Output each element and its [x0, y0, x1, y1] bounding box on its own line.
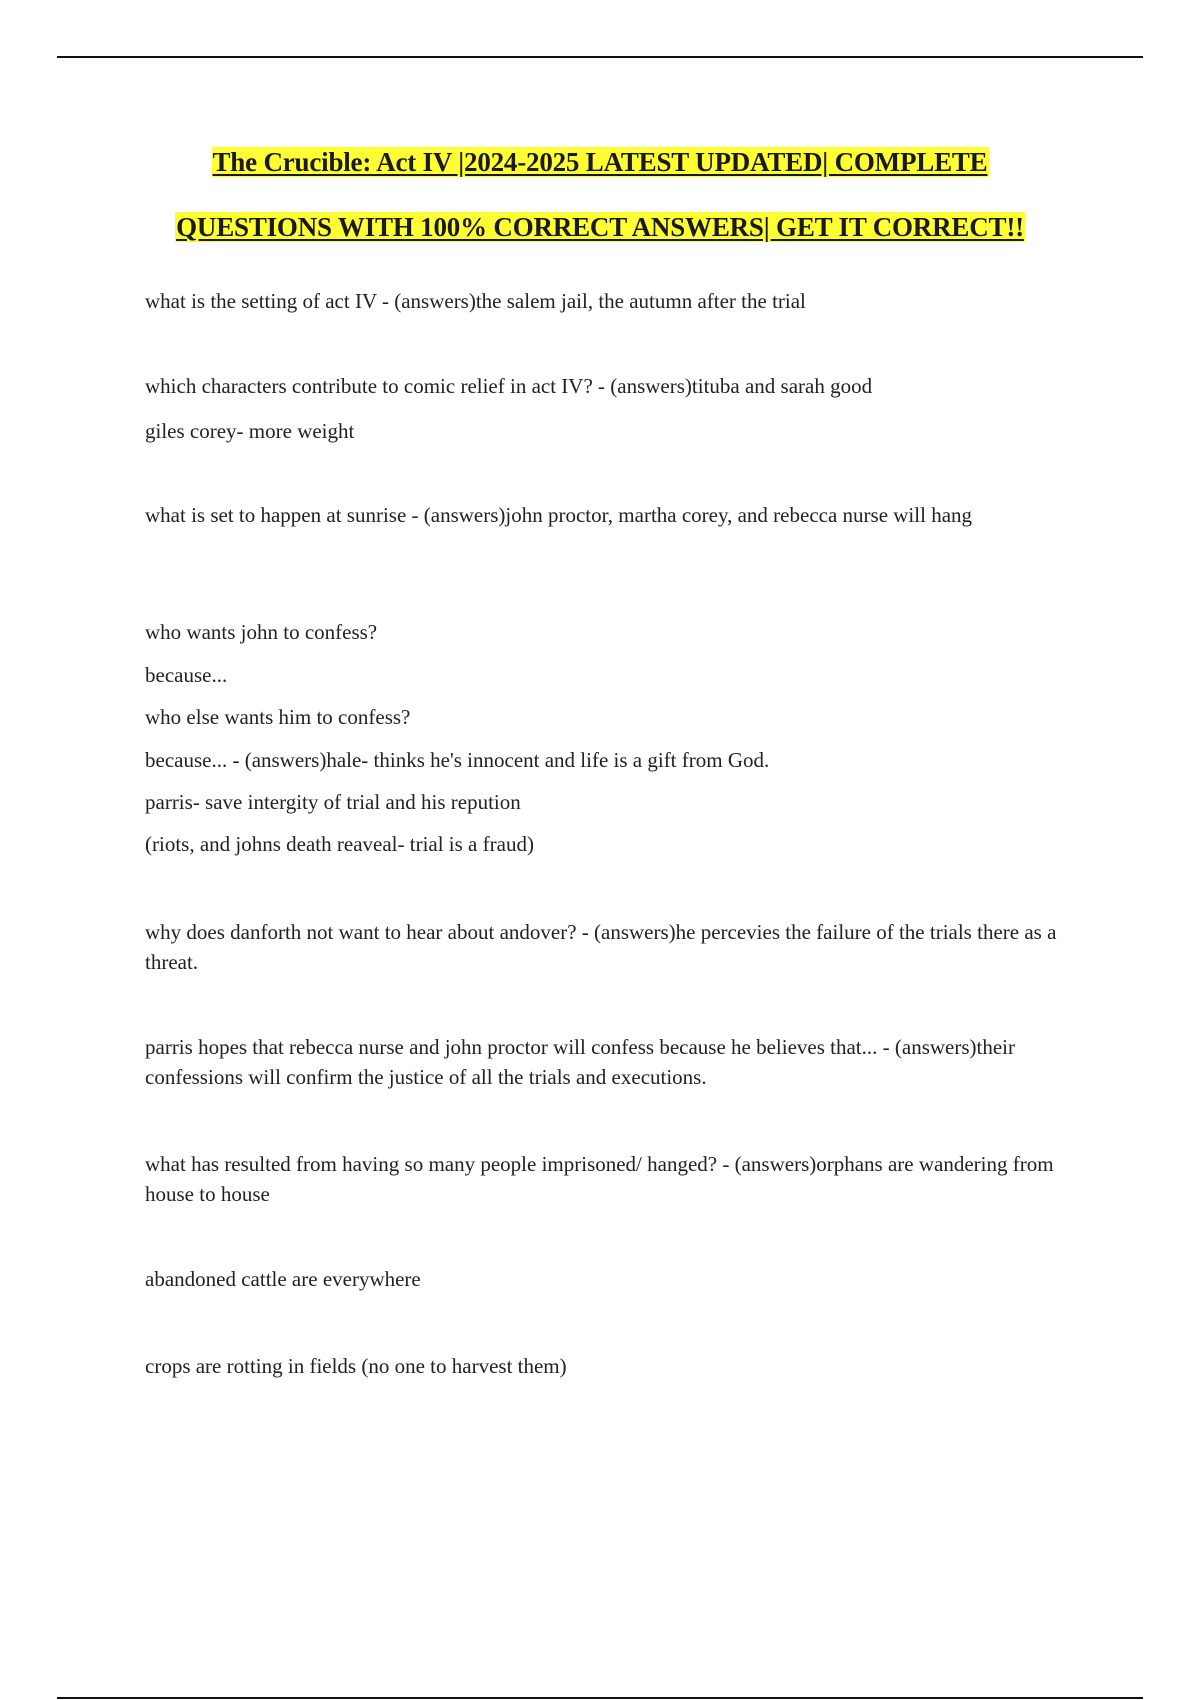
- paragraph: what is set to happen at sunrise - (answers)john proctor, martha corey, and rebecca nurse will hang: [145, 503, 973, 527]
- paragraph: which characters contribute to comic relief in act IV? - (answers)tituba and sarah good: [145, 374, 873, 398]
- paragraph: (riots, and johns death reaveal- trial is a fraud): [145, 832, 534, 856]
- paragraph: giles corey- more weight: [145, 419, 355, 443]
- paragraph: why does danforth not want to hear about andover? - (answers)he percevies the failure of the trials there as a threat.: [145, 920, 1057, 974]
- title-line-1-text: The Crucible: Act IV |2024-2025 LATEST UPDATED| COMPLETE: [212, 147, 988, 177]
- paragraph: abandoned cattle are everywhere: [145, 1267, 421, 1291]
- title-line-1: [0, 140, 1200, 184]
- title-line-2: [0, 205, 1200, 249]
- paragraph: what is the setting of act IV - (answers)the salem jail, the autumn after the trial: [145, 289, 806, 313]
- paragraph: because... - (answers)hale- thinks he's innocent and life is a gift from God.: [145, 748, 770, 772]
- bottom-divider: [57, 1697, 1143, 1699]
- paragraph: who wants john to confess?: [145, 620, 378, 644]
- paragraph: who else wants him to confess?: [145, 705, 411, 729]
- paragraph: what has resulted from having so many people imprisoned/ hanged? - (answers)orphans are wandering from house to house: [145, 1152, 1054, 1206]
- paragraph: parris hopes that rebecca nurse and john proctor will confess because he believes that... - (answers)their confessions will confirm the justice of all the trials and executions.: [145, 1035, 1016, 1089]
- paragraph: crops are rotting in fields (no one to harvest them): [145, 1354, 567, 1378]
- paragraph: parris- save intergity of trial and his repution: [145, 790, 521, 814]
- paragraph: because...: [145, 663, 228, 687]
- top-divider: [57, 56, 1143, 58]
- document-title: [0, 140, 1200, 270]
- title-line-2-text: QUESTIONS WITH 100% CORRECT ANSWERS| GET IT CORRECT!!: [176, 212, 1024, 242]
